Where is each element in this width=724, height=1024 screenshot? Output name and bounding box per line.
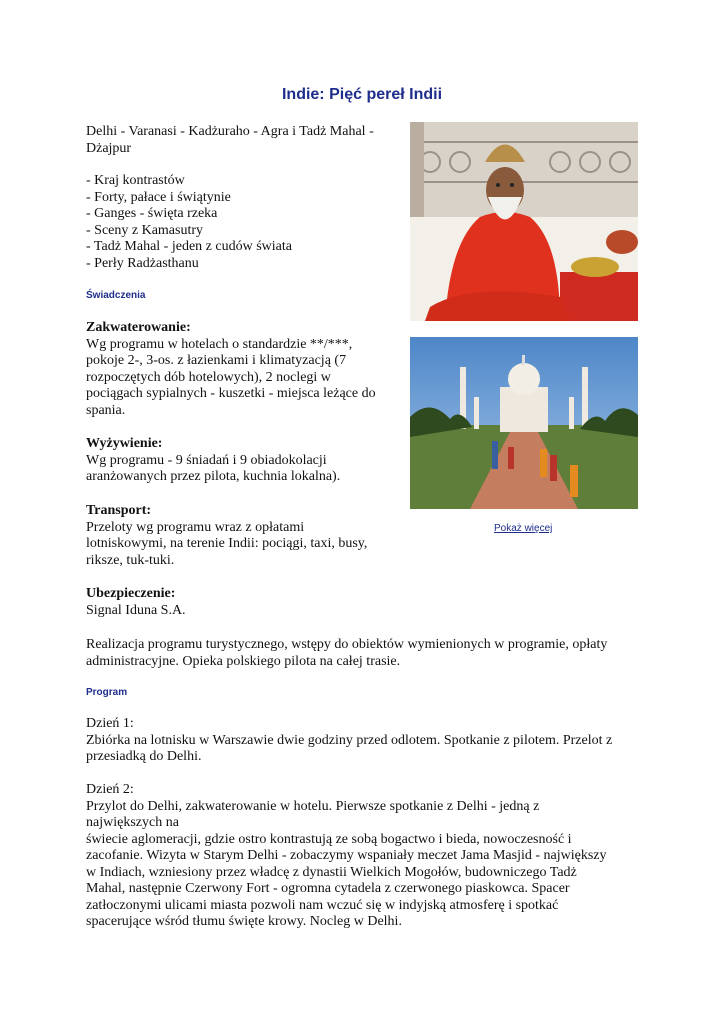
highlights-list xyxy=(86,173,406,272)
show-more-link[interactable]: Pokaż więcej xyxy=(494,523,553,534)
list-item: - Perły Radżasthanu xyxy=(86,255,199,271)
transport-line: lotniskowymi, na terenie Indii: pociągi, taxi, busy, xyxy=(86,536,368,551)
accommodation-line: pokoje 2-, 3-os. z łazienkami i klimatyzacją (7 xyxy=(86,353,347,368)
accommodation-heading: Zakwaterowanie: xyxy=(86,320,191,335)
day2-line: spacerujące wśród tłumu święte krowy. Nocleg w Delhi. xyxy=(86,914,402,929)
transport-line: Przeloty wg programu wraz z opłatami xyxy=(86,519,305,535)
realization-line: administracyjne. Opieka polskiego pilota na całej trasie. xyxy=(86,653,401,669)
day2-section xyxy=(86,782,646,931)
transport-line: riksze, tuk-tuki. xyxy=(86,552,175,568)
meals-line: aranżowanych przez pilota, kuchnia lokalna). xyxy=(86,469,341,484)
day2-line: świecie aglomeracji, gdzie ostro kontrastują ze sobą bogactwo i bieda, nowoczesność i xyxy=(86,831,572,847)
day2-line: Przylot do Delhi, zakwaterowanie w hotelu. Pierwsze spotkanie z Delhi - jedną z xyxy=(86,798,540,814)
transport-section xyxy=(86,503,406,569)
day1-line: przesiadką do Delhi. xyxy=(86,749,202,764)
day2-line: Mahal, następnie Czerwony Fort - ogromna cytadela z czerwonego piaskowca. Spacer xyxy=(86,881,570,896)
day2-line: największych na xyxy=(86,815,179,830)
day1-section xyxy=(86,716,646,766)
accommodation-line: pociągach sypialnych - kuszetki - miejsca leżące do xyxy=(86,386,376,401)
day2-line: zacofanie. Wizyta w Starym Delhi - zobaczymy wspaniały meczet Jama Masjid - największy xyxy=(86,848,607,863)
route-line: Dżajpur xyxy=(86,140,132,156)
transport-heading: Transport: xyxy=(86,503,152,518)
services-heading: Świadczenia xyxy=(86,290,146,301)
meals-section xyxy=(86,436,406,486)
accommodation-line: rozpoczętych dób hotelowych), 2 noclegi w xyxy=(86,369,331,385)
day2-line: w Indiach, wzniesiony przez władcę z dynastii Wielkich Mogołów, budowniczego Tadż xyxy=(86,864,577,880)
list-item: - Ganges - święta rzeka xyxy=(86,206,218,221)
accommodation-line: Wg programu w hotelach o standardzie **/***, xyxy=(86,336,353,352)
insurance-heading: Ubezpieczenie: xyxy=(86,586,176,601)
meals-heading: Wyżywienie: xyxy=(86,436,163,451)
route-line: Delhi - Varanasi - Kadżuraho - Agra i Tadż Mahal - xyxy=(86,124,374,139)
day2-heading: Dzień 2: xyxy=(86,782,134,797)
realization-text xyxy=(86,637,646,670)
realization-line: Realizacja programu turystycznego, wstępy do obiektów wymienionych w programie, opłaty xyxy=(86,637,608,652)
program-heading: Program xyxy=(86,687,128,698)
accommodation-section xyxy=(86,320,406,419)
route-text xyxy=(86,124,406,157)
insurance-section xyxy=(86,586,406,619)
accommodation-line: spania. xyxy=(86,402,126,418)
day2-line: zatłoczonymi ulicami miasta pozwoli nam wczuć się w indyjską atmosferę i spotkać xyxy=(86,897,559,913)
sadhu-photo xyxy=(410,122,638,321)
insurance-line: Signal Iduna S.A. xyxy=(86,602,186,618)
list-item: - Forty, pałace i świątynie xyxy=(86,189,231,205)
meals-line: Wg programu - 9 śniadań i 9 obiadokolacji xyxy=(86,452,327,468)
day1-line: Zbiórka na lotnisku w Warszawie dwie godziny przed odlotem. Spotkanie z pilotem. Przelot z xyxy=(86,732,613,748)
list-item: - Sceny z Kamasutry xyxy=(86,222,204,238)
taj-mahal-photo xyxy=(410,337,638,509)
list-item: - Kraj kontrastów xyxy=(86,173,185,188)
day1-heading: Dzień 1: xyxy=(86,716,134,731)
list-item: - Tadż Mahal - jeden z cudów świata xyxy=(86,239,292,254)
page-title: Indie: Pięć pereł Indii xyxy=(281,86,443,103)
